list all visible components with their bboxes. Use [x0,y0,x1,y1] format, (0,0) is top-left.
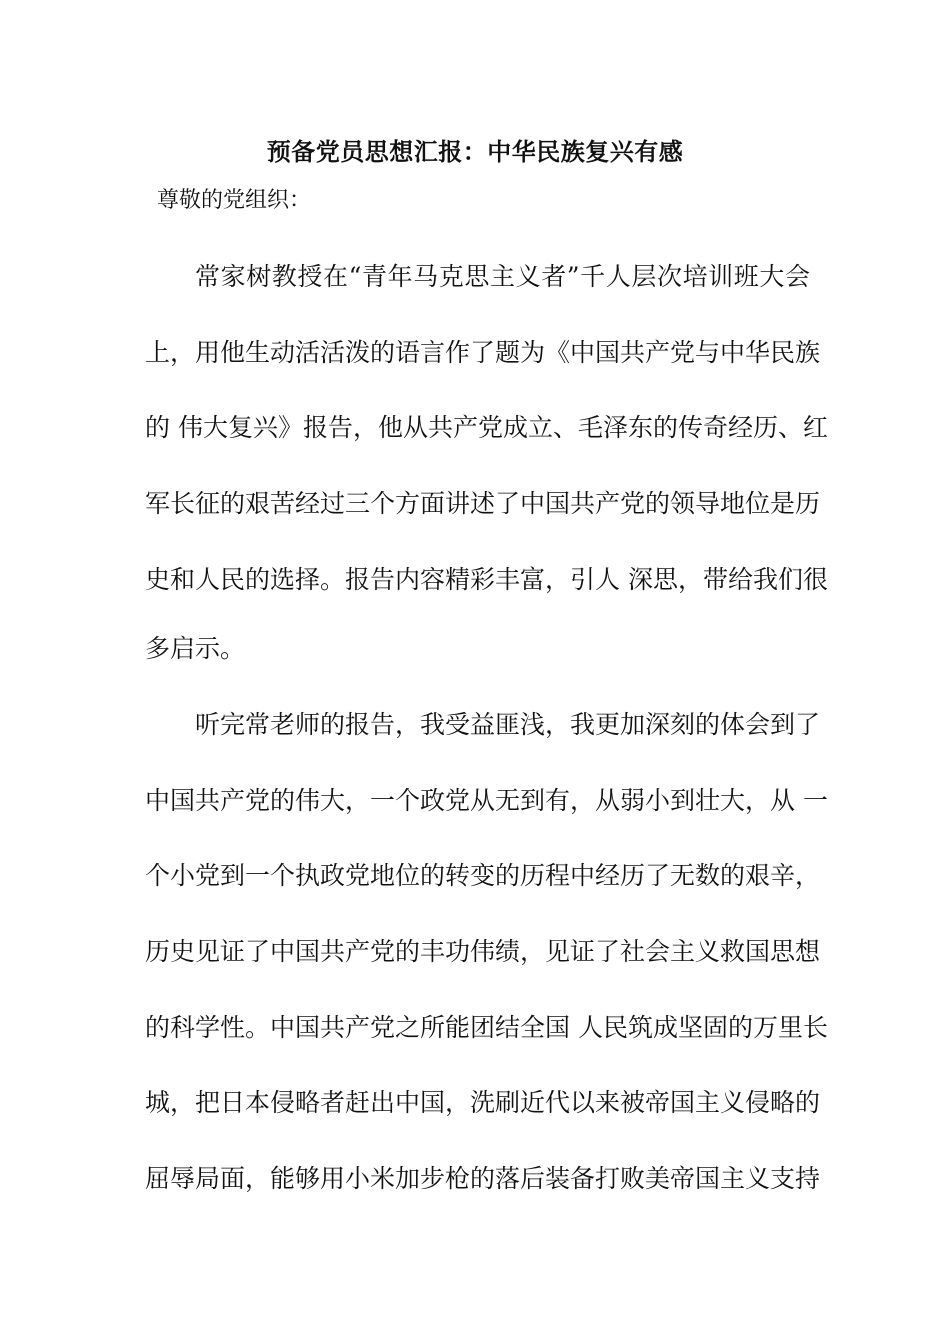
paragraph-line: 个小党到一个执政党地位的转变的历程中经历了无数的艰辛， [145,861,821,890]
paragraph-line: 中国共产党的伟大，一个政党从无到有，从弱小到壮大，从 一 [145,786,828,815]
document-title: 预备党员思想汇报：中华民族复兴有感 [266,137,684,166]
paragraph-line: 的 伟大复兴》报告，他从共产党成立、毛泽东的传奇经历、红 [145,413,828,442]
paragraph-line: 常家树教授在“青年马克思主义者”千人层次培训班大会 [195,262,810,291]
paragraph-line: 历史见证了中国共产党的丰功伟绩，见证了社会主义救国思想 [145,937,821,966]
paragraph-line: 军长征的艰苦经过三个方面讲述了中国共产党的领导地位是历 [145,489,821,518]
salutation: 尊敬的党组织： [157,188,312,213]
paragraph-line: 多启示。 [145,634,246,663]
paragraph-line: 上，用他生动活活泼的语言作了题为《中国共产党与中华民族 [145,338,821,367]
paragraph-line: 的科学性。中国共产党之所能团结全国 人民筑成坚固的万里长 [145,1013,828,1042]
paragraph-line: 屈辱局面，能够用小米加步枪的落后装备打败美帝国主义支持 [145,1164,821,1193]
paragraph-line: 听完常老师的报告，我受益匪浅，我更加深刻的体会到了 [195,710,821,739]
paragraph-line: 史和人民的选择。报告内容精彩丰富，引人 深思，带给我们很 [145,565,828,594]
paragraph-line: 城，把日本侵略者赶出中国，洗刷近代以来被帝国主义侵略的 [145,1088,821,1117]
